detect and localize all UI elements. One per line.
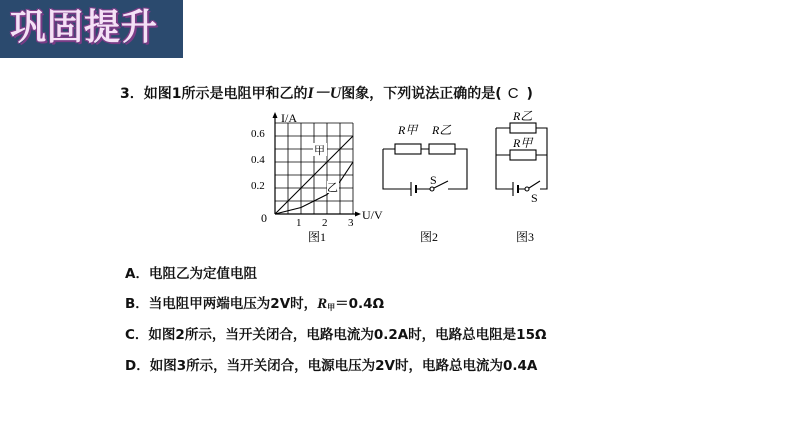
option-letter: D．: [125, 358, 150, 374]
option-letter: C．: [125, 327, 149, 343]
label-r-jia: R甲: [398, 123, 418, 137]
resistor-jia: [395, 144, 421, 154]
graph-grid: [275, 123, 353, 214]
figures: [240, 108, 580, 248]
option-text: 如图2所示，当开关闭合，电路电流为0.2A时，电路总电阻是15Ω: [148, 327, 547, 343]
switch-contact: [525, 187, 529, 191]
figure1-graph: [251, 111, 383, 244]
label-r-yi: R乙: [432, 123, 452, 137]
resistance-symbol: R: [317, 296, 328, 312]
figure3-circuit: [496, 123, 547, 196]
option-text: ＝0.4Ω: [335, 296, 385, 312]
resistance-subscript: 甲: [327, 303, 336, 312]
label-r-yi: R乙: [513, 109, 533, 123]
question-text-1: 如图1所示是电阻甲和乙的: [143, 86, 308, 102]
switch-lever: [529, 181, 540, 188]
figure2-circuit: [383, 144, 467, 196]
label-r-jia: R甲: [513, 136, 533, 150]
y-tick-label: 0.2: [251, 180, 265, 192]
option-a: [125, 262, 257, 282]
answer-choice: C: [507, 85, 519, 102]
series-jia-label: 甲: [314, 145, 325, 157]
option-d: [125, 354, 537, 374]
x-tick-label: 2: [322, 217, 328, 229]
option-text: 电阻乙为定值电阻: [148, 266, 257, 282]
option-b: [125, 292, 384, 313]
label-switch: S: [430, 173, 437, 187]
option-letter: B．: [125, 296, 149, 312]
option-letter: A．: [125, 266, 149, 282]
figure1-caption: 图1: [308, 230, 327, 244]
circuit2-wire: [383, 149, 467, 189]
x-tick-label: 3: [348, 217, 354, 229]
page-title: 巩固提升: [10, 7, 159, 48]
question-stem: [120, 80, 533, 103]
header-bar: [0, 0, 183, 58]
y-tick-label: 0.6: [251, 128, 265, 140]
option-text: 当电阻甲两端电压为2V时，: [148, 296, 318, 312]
figure3-caption: 图3: [516, 230, 535, 244]
x-axis-label: U/V: [362, 208, 383, 222]
label-switch: S: [531, 191, 538, 205]
resistor-yi: [429, 144, 455, 154]
switch-contact: [430, 187, 434, 191]
y-tick-label: 0.4: [251, 154, 265, 166]
x-axis-arrow: [355, 212, 361, 217]
y-axis-arrow: [273, 112, 278, 118]
figure2-caption: 图2: [420, 230, 439, 244]
series-yi-label: 乙: [327, 182, 338, 194]
iu-symbol: I－U: [307, 85, 342, 102]
resistor-jia: [510, 150, 536, 160]
option-text: 如图3所示，当开关闭合，电源电压为2V时，电路总电流为0.4A: [149, 358, 538, 374]
resistor-yi: [510, 123, 536, 133]
origin-label: 0: [261, 211, 267, 225]
question-number: 3．: [120, 86, 144, 102]
y-axis-label: I/A: [281, 111, 297, 125]
question-text-2: 图象，下列说法正确的是(: [341, 86, 502, 102]
option-c: [125, 323, 546, 343]
question-close: ): [526, 86, 533, 102]
x-tick-label: 1: [296, 217, 302, 229]
